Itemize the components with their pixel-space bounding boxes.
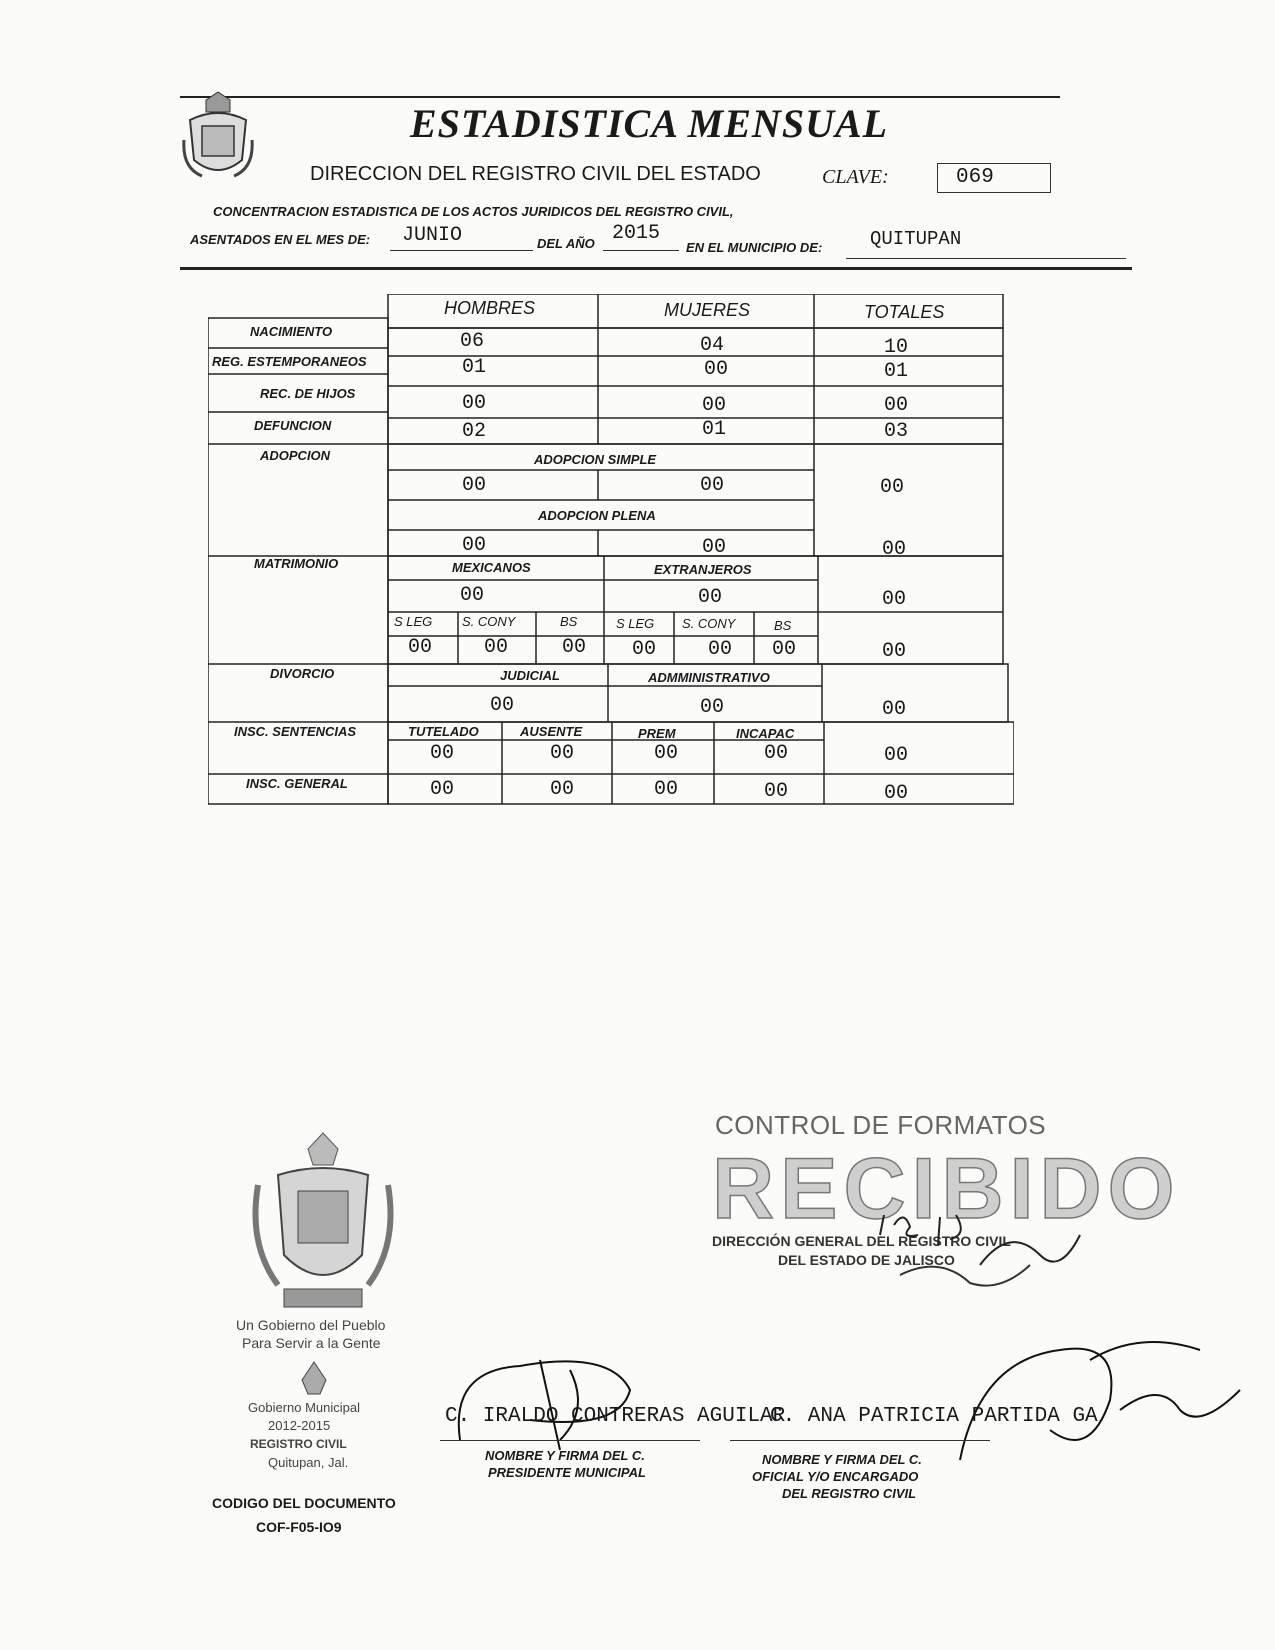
adopcion-simple-mujeres: 00 xyxy=(700,474,725,497)
label-divorcio: DIVORCIO xyxy=(270,666,335,681)
adopcion-plena-mujeres: 00 xyxy=(702,536,727,559)
insc-general-totales: 00 xyxy=(884,782,909,805)
presidente-role-1: NOMBRE Y FIRMA DEL C. xyxy=(485,1448,645,1463)
adopcion-simple-hombres: 00 xyxy=(462,474,487,497)
matrimonio-sub-totales: 00 xyxy=(882,640,907,663)
divorcio-administrativo: 00 xyxy=(700,696,725,719)
judicial-label: JUDICIAL xyxy=(500,668,560,683)
lugar: Quitupan, Jal. xyxy=(268,1455,349,1470)
municipio-label: EN EL MUNICIPIO DE: xyxy=(686,240,823,255)
nacimiento-hombres: 06 xyxy=(460,330,485,353)
label-insc-sentencias: INSC. SENTENCIAS xyxy=(234,724,357,739)
mex-scony-value: 00 xyxy=(484,636,509,659)
insc-general-value-3: 00 xyxy=(654,778,679,801)
codigo-value: COF-F05-IO9 xyxy=(256,1519,342,1535)
insc-general-value-4: 00 xyxy=(764,780,789,803)
municipal-coat-of-arms-icon xyxy=(248,1125,398,1315)
insc-sentencias-totales: 00 xyxy=(884,744,909,767)
label-insc-general: INSC. GENERAL xyxy=(246,776,348,791)
divorcio-judicial: 00 xyxy=(490,694,515,717)
extranjeros-label: EXTRANJEROS xyxy=(654,562,752,577)
mex-scony-label: S. CONY xyxy=(462,614,516,629)
defuncion-mujeres: 01 xyxy=(702,418,727,441)
prem-label: PREM xyxy=(638,726,676,741)
codigo-label: CODIGO DEL DOCUMENTO xyxy=(212,1495,396,1511)
stamp-line-2: DEL ESTADO DE JALISCO xyxy=(778,1252,955,1268)
mex-bs-label: BS xyxy=(560,614,578,629)
label-adopcion: ADOPCION xyxy=(260,448,331,463)
ano-underline xyxy=(603,250,679,251)
oficial-signature-line xyxy=(730,1440,990,1441)
ausente-value: 00 xyxy=(550,742,575,765)
mex-bs-value: 00 xyxy=(562,636,587,659)
municipal-slogan-2: Para Servir a la Gente xyxy=(242,1335,381,1351)
municipal-slogan-1: Un Gobierno del Pueblo xyxy=(236,1317,386,1333)
recibido-stamp: RECIBIDO xyxy=(712,1141,1181,1237)
stamp-handwriting-icon xyxy=(860,1205,1090,1295)
label-reg-extemporaneos: REG. ESTEMPORANEOS xyxy=(212,354,367,369)
clave-label: CLAVE: xyxy=(822,166,889,188)
municipal-emblem-icon xyxy=(296,1360,332,1396)
label-matrimonio: MATRIMONIO xyxy=(254,556,339,571)
municipio-value: QUITUPAN xyxy=(870,228,962,250)
divorcio-totales: 00 xyxy=(882,698,907,721)
clave-value: 069 xyxy=(937,163,1051,193)
rec-hijos-hombres: 00 xyxy=(462,392,487,415)
prem-value: 00 xyxy=(654,742,679,765)
header-rule xyxy=(180,267,1132,270)
reg-extemporaneos-mujeres: 00 xyxy=(704,358,729,381)
ausente-label: AUSENTE xyxy=(520,724,583,739)
presidente-name: C. IRALDO CONTRERAS AGUILAR xyxy=(445,1405,786,1428)
tutelado-value: 00 xyxy=(430,742,455,765)
ext-scony-label: S. CONY xyxy=(682,616,736,631)
presidente-signature-line xyxy=(440,1440,700,1441)
reg-extemporaneos-totales: 01 xyxy=(884,360,909,383)
label-defuncion: DEFUNCION xyxy=(254,418,332,433)
incapac-value: 00 xyxy=(764,742,789,765)
asentados-label: ASENTADOS EN EL MES DE: xyxy=(190,232,371,247)
reg-extemporaneos-hombres: 01 xyxy=(462,356,487,379)
adopcion-plena-totales: 00 xyxy=(882,538,907,561)
mex-sleg-value: 00 xyxy=(408,636,433,659)
matrimonio-totales: 00 xyxy=(882,588,907,611)
statistics-table xyxy=(208,294,1014,814)
oficial-role-3: DEL REGISTRO CIVIL xyxy=(782,1486,917,1501)
nacimiento-mujeres: 04 xyxy=(700,334,725,357)
oficial-name: C. ANA PATRICIA PARTIDA GA xyxy=(770,1405,1098,1428)
rec-hijos-totales: 00 xyxy=(884,394,909,417)
ext-bs-value: 00 xyxy=(772,638,797,661)
defuncion-hombres: 02 xyxy=(462,420,487,443)
header-hombres: HOMBRES xyxy=(444,298,536,318)
ext-sleg-label: S LEG xyxy=(616,616,655,631)
insc-general-value-2: 00 xyxy=(550,778,575,801)
administrativo-label: ADMMINISTRATIVO xyxy=(648,670,770,685)
stamp-line-1: DIRECCIÓN GENERAL DEL REGISTRO CIVIL xyxy=(712,1233,1011,1249)
incapac-label: INCAPAC xyxy=(736,726,795,741)
adopcion-simple-label: ADOPCION SIMPLE xyxy=(534,452,657,467)
adopcion-simple-totales: 00 xyxy=(880,476,905,499)
concentracion-text: CONCENTRACION ESTADISTICA DE LOS ACTOS JURIDICOS DEL REGISTRO CIVIL, xyxy=(213,204,734,219)
matrimonio-mexicanos: 00 xyxy=(460,584,485,607)
periodo: 2012-2015 xyxy=(268,1418,331,1433)
nacimiento-totales: 10 xyxy=(884,336,909,359)
header-totales: TOTALES xyxy=(864,302,945,322)
presidente-role-2: PRESIDENTE MUNICIPAL xyxy=(488,1465,646,1480)
document-subtitle: DIRECCION DEL REGISTRO CIVIL DEL ESTADO xyxy=(310,163,761,185)
mexicanos-label: MEXICANOS xyxy=(452,560,531,575)
municipio-underline xyxy=(846,258,1126,259)
signature-oficial-icon xyxy=(940,1320,1260,1480)
state-coat-of-arms-icon xyxy=(182,90,254,182)
mes-value: JUNIO xyxy=(402,224,463,247)
label-nacimiento: NACIMIENTO xyxy=(250,324,333,339)
rec-hijos-mujeres: 00 xyxy=(702,394,727,417)
tutelado-label: TUTELADO xyxy=(408,724,479,739)
label-rec-hijos: REC. DE HIJOS xyxy=(260,386,356,401)
matrimonio-extranjeros: 00 xyxy=(698,586,723,609)
gobierno-municipal: Gobierno Municipal xyxy=(248,1400,361,1415)
document-title: ESTADISTICA MENSUAL xyxy=(410,101,889,146)
ano-value: 2015 xyxy=(612,222,661,245)
ext-scony-value: 00 xyxy=(708,638,733,661)
oficial-role-2: OFICIAL Y/O ENCARGADO xyxy=(752,1469,919,1484)
mex-sleg-label: S LEG xyxy=(394,614,433,629)
control-formatos-title: CONTROL DE FORMATOS xyxy=(715,1110,1047,1140)
ext-bs-label: BS xyxy=(774,618,792,633)
registro-civil-seal: REGISTRO CIVIL xyxy=(250,1437,347,1451)
adopcion-plena-label: ADOPCION PLENA xyxy=(538,508,656,523)
oficial-role-1: NOMBRE Y FIRMA DEL C. xyxy=(762,1452,922,1467)
insc-general-value-1: 00 xyxy=(430,778,455,801)
adopcion-plena-hombres: 00 xyxy=(462,534,487,557)
ext-sleg-value: 00 xyxy=(632,638,657,661)
ano-label: DEL AÑO xyxy=(537,236,595,251)
header-mujeres: MUJERES xyxy=(664,300,751,320)
mes-underline xyxy=(390,250,533,251)
top-rule xyxy=(180,96,1060,98)
defuncion-totales: 03 xyxy=(884,420,909,443)
